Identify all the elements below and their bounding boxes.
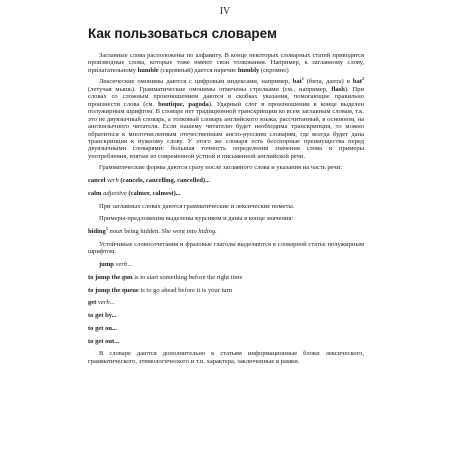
headword: humble [137, 66, 159, 74]
grammar-forms: (calmer, calmest)... [126, 189, 181, 197]
definition: is to start something before the right time [132, 273, 243, 281]
paragraph-alphabet [88, 52, 364, 74]
definition: being hidden. [122, 228, 162, 236]
part-of-speech: noun [107, 228, 123, 236]
headword: get [88, 299, 97, 307]
headword: boutique, pagoda [158, 100, 209, 108]
example-get-on: to get on... [88, 324, 117, 332]
phrase: to jump the queue [88, 286, 139, 294]
headword: humbly [237, 66, 260, 74]
headword: jump [99, 261, 114, 269]
example-get-out: to get out... [88, 337, 120, 345]
headword: calm [88, 189, 102, 197]
text: Заглавные слова расположены по алфавиту. В конце некоторых словарных статей приводятся производные слова, которые тоже имеют свои толкования. Например, к заглавному слову, прилагательному [88, 52, 364, 74]
text: (летучая мышь). Грамматические омонимы отмечены стрелками (см., например, [88, 85, 332, 93]
headword: flash [331, 85, 345, 93]
paragraph-homonyms [88, 78, 364, 160]
paragraph-labels: При заглавных словах даются грамматические и лексические пометы. [99, 202, 295, 210]
example-get-by: to get by... [88, 312, 117, 320]
part-of-speech: verb [107, 177, 119, 185]
section-title: Как пользоваться словарем [88, 26, 277, 41]
part-of-speech: verb [96, 299, 110, 307]
grammar-forms: (cancels, cancelling, cancelled)... [118, 177, 211, 185]
text: (бита, дапта) и [303, 78, 353, 86]
ellipsis: ... [127, 261, 133, 269]
ellipsis: ... [109, 299, 115, 307]
text: ). Ударный слог в произношении в конце выделен полужирным шрифтом. В словаре нет традиционной транскрипции ко всем заглавным словам, т.к. это не двуязычный словарь, а толковый словарь английского языка, рассчитанный, в основном, на англоязычного читателя. Если нашему читателю будет необходима транскрипция, то можно обратиться к многочисленным отечественным англо-русским словарям, где всегда будет дана транскрипция к нужному слову. У этого же словаря есть бесспорные преимущества перед двуязычными словарями: большая точность определения значения слова и примеры употребления, взятые из современной устной и письменной английской речи. [88, 100, 364, 160]
part-of-speech: verb [113, 261, 128, 269]
paragraph-grammar-forms: Грамматические формы даются сразу после заглавного слова и указания на часть речи: [99, 164, 343, 172]
paragraph-phrases: Устойчивые словосочетания и фразовые глаголы выделяются в словарной статье полужирным шрифтом: [88, 240, 364, 256]
example-sentence: She went into hiding. [161, 228, 217, 236]
headword: bat [352, 78, 362, 86]
definition: is to go ahead before it is your turn [138, 286, 233, 294]
example-hiding [88, 228, 364, 235]
headword: hiding [88, 228, 106, 236]
example-calm [88, 190, 364, 197]
phrase: to jump the gun [88, 273, 133, 281]
superscript: 1 [105, 226, 108, 232]
page-number: IV [219, 6, 231, 17]
paragraph-examples: Примеры-предложения выделены курсивом и даны в конце значения: [99, 215, 294, 223]
section-body [88, 52, 364, 365]
superscript: 1 [301, 76, 304, 82]
example-jump [88, 261, 364, 268]
part-of-speech: adjective [103, 189, 127, 197]
text: ). При словах со сложным произношением даются в скобках указания, помогающие правильно произнести слова (см. [88, 85, 364, 108]
example-cancel [88, 177, 364, 184]
example-jump-the-queue [88, 287, 364, 294]
example-jump-the-gun [88, 274, 364, 281]
text: Лексические омонимы даются с цифровым индексами, например, [99, 78, 293, 86]
headword: bat [292, 78, 302, 86]
superscript: 2 [362, 76, 364, 82]
headword: cancel [88, 177, 106, 185]
paragraph-info-blocks: В словаре даются дополнительно к статьям информационные блоки лексического, грамматического, этимологического и т.п. характера, заключенные в рамки. [88, 350, 364, 365]
text: (скромно) [259, 66, 289, 74]
text: (скромный) дается наречие [158, 66, 238, 74]
example-get [88, 299, 364, 306]
